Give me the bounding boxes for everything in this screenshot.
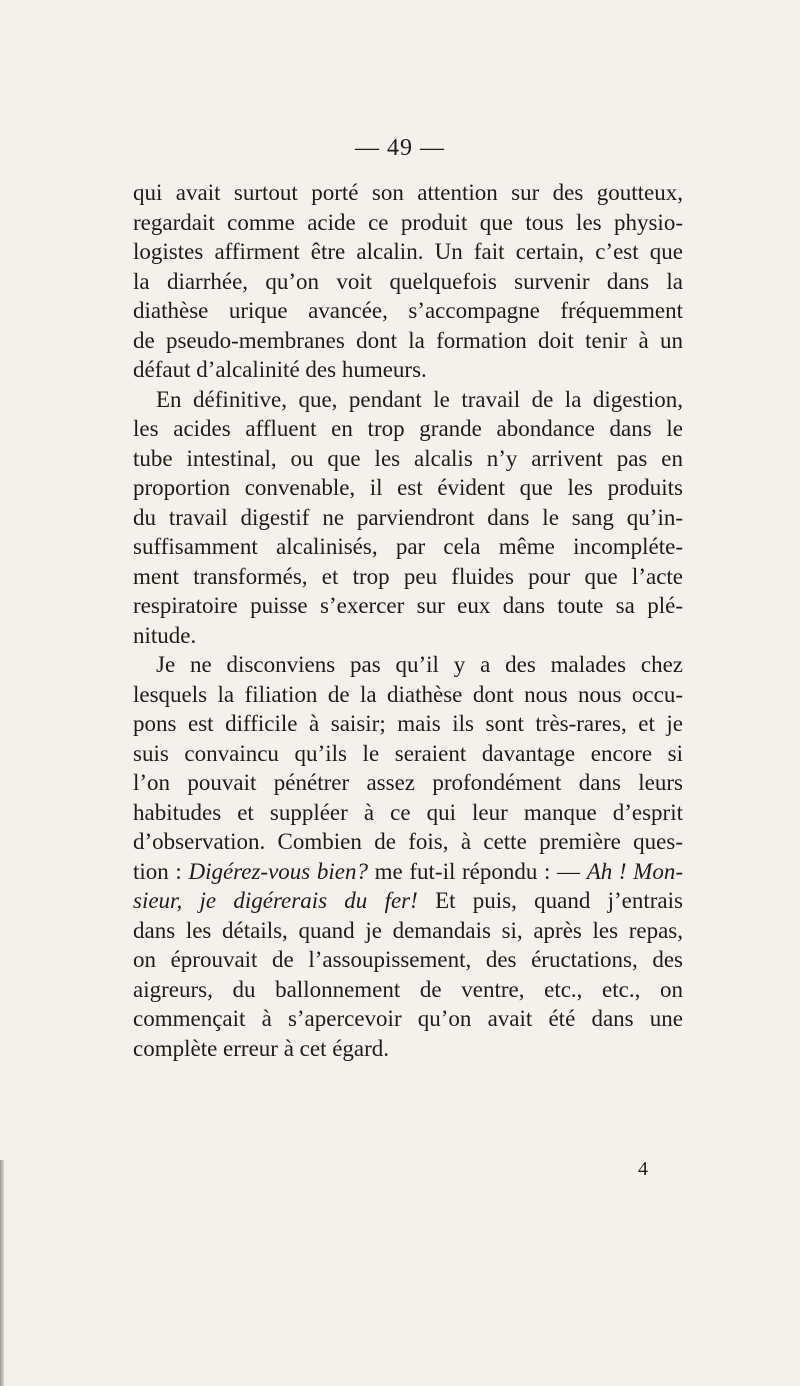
text-line: aigreurs, du ballonnement de ventre, etc., etc., on <box>133 976 683 1002</box>
text-line: habitudes et suppléer à ce qui leur manque d’esprit <box>133 799 683 825</box>
italic-quote: sieur, je digérerais du fer! <box>133 888 418 913</box>
text-line: lesquels la filiation de la diathèse dont nous nous occu- <box>133 681 683 707</box>
body-text <box>133 178 683 1063</box>
text-line <box>133 857 683 887</box>
text-line: complète erreur à cet égard. <box>133 1035 390 1061</box>
signature-mark: 4 <box>638 1158 648 1180</box>
text-line: suffisamment alcalinisés, par cela même incompléte- <box>133 534 683 559</box>
text-line: nitude. <box>133 622 197 648</box>
page-edge-shadow <box>0 1160 4 1386</box>
text-line: ment transformés, et trop peu fluides pour que l’acte <box>133 563 683 589</box>
text-line: dans les détails, quand je demandais si, après les repas, <box>133 917 683 943</box>
text-line: commençait à s’apercevoir qu’on avait été dans une <box>133 1006 683 1031</box>
text-line <box>133 886 683 916</box>
text-line: qui avait surtout porté son attention sur des goutteux, <box>133 180 683 205</box>
text-line: diathèse urique avancée, s’accompagne fréquemment <box>133 298 683 323</box>
text-line: tube intestinal, ou que les alcalis n’y arrivent pas en <box>133 445 683 471</box>
text-line: la diarrhée, qu’on voit quelquefois survenir dans la <box>133 268 683 294</box>
italic-quote: Digérez-vous bien? <box>188 858 368 884</box>
page-number: — 49 — <box>355 135 445 161</box>
text-line: En définitive, que, pendant le travail de la digestion, <box>156 386 683 412</box>
text-line: pons est difficile à saisir; mais ils sont très-rares, et je <box>133 711 683 736</box>
text-line: logistes affirment être alcalin. Un fait certain, c’est que <box>133 239 683 264</box>
text-line: Je ne disconviens pas qu’il y a des malades chez <box>156 652 683 677</box>
text-line: les acides affluent en trop grande abondance dans le <box>133 416 683 441</box>
text-run: Et puis, quand j’entrais <box>417 888 683 913</box>
text-line: de pseudo-membranes dont la formation doit tenir à un <box>133 327 683 353</box>
text-line: regardait comme acide ce produit que tous les physio- <box>133 209 683 235</box>
text-line: d’observation. Combien de fois, à cette première ques- <box>133 829 683 854</box>
text-line: défaut d’alcalinité des humeurs. <box>133 357 427 382</box>
text-run: me fut-il répondu : — <box>367 858 587 884</box>
text-line: proportion convenable, il est évident que les produits <box>133 475 683 500</box>
text-run: tion : <box>133 858 189 884</box>
text-line: suis convaincu qu’ils le seraient davantage encore si <box>133 740 683 766</box>
text-line: on éprouvait de l’assoupissement, des éructations, des <box>133 947 683 972</box>
italic-quote: Ah ! Mon- <box>586 858 683 884</box>
text-line: l’on pouvait pénétrer assez profondément dans leurs <box>133 770 683 795</box>
text-line: respiratoire puisse s’exercer sur eux dans toute sa plé- <box>133 593 683 618</box>
text-line: du travail digestif ne parviendront dans le sang qu’in- <box>133 504 683 530</box>
